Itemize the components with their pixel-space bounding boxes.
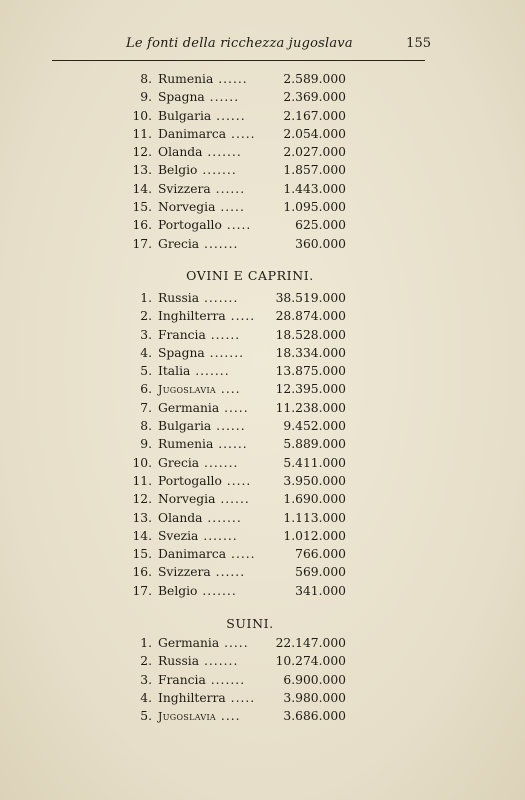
row-value: 5.411.000 [283, 455, 346, 470]
table-row [120, 88, 380, 106]
leader-dots: ....... [198, 528, 238, 543]
country-name: Grecia [158, 455, 200, 470]
row-country [158, 707, 241, 726]
row-rank: 1. [140, 291, 152, 305]
row-country [158, 143, 242, 161]
table-row [120, 707, 380, 725]
country-name: Russia [158, 654, 200, 669]
row-country [158, 435, 248, 453]
country-name: Belgio [158, 583, 198, 598]
leader-dots: ..... [221, 473, 252, 488]
table-row [120, 107, 380, 125]
table-row [120, 399, 380, 417]
row-rank: 13. [132, 510, 152, 525]
table-row [120, 235, 380, 253]
row-value: 1.095.000 [283, 200, 346, 215]
row-country [158, 582, 237, 600]
row-country [158, 671, 245, 689]
page-number: 155 [406, 36, 431, 51]
row-country [158, 326, 240, 344]
country-name: Danimarca [158, 547, 227, 562]
row-value: 10.274.000 [275, 654, 346, 669]
row-country [158, 180, 245, 198]
leader-dots: ..... [215, 200, 245, 215]
leader-dots: ..... [219, 400, 249, 415]
table-row [120, 563, 380, 581]
row-country [158, 527, 238, 545]
row-value: 2.027.000 [283, 145, 346, 160]
row-country [158, 509, 242, 527]
row-rank: 3. [140, 327, 152, 342]
row-rank: 3. [140, 672, 152, 687]
row-rank: 14. [132, 528, 152, 543]
country-name: Belgio [158, 163, 198, 178]
row-value: 1.113.000 [283, 510, 346, 525]
row-value: 3.950.000 [283, 473, 346, 488]
row-rank: 11. [132, 473, 152, 488]
row-country [158, 399, 249, 417]
running-title: Le fonti della ricchezza jugoslava [126, 36, 353, 51]
row-value: 3.980.000 [283, 690, 346, 705]
country-name: Olanda [158, 145, 203, 160]
row-value: 9.452.000 [283, 419, 346, 434]
row-country [158, 198, 245, 216]
row-rank: 2. [140, 309, 152, 324]
country-name: Rumenia [158, 437, 214, 452]
leader-dots: ....... [197, 583, 237, 598]
row-value: 2.589.000 [283, 72, 346, 86]
country-name: Svizzera [158, 181, 211, 196]
table-row [120, 435, 380, 453]
row-rank: 10. [132, 108, 152, 123]
table-row [120, 634, 380, 652]
leader-dots: ...... [213, 437, 248, 452]
row-value: 22.147.000 [275, 636, 346, 650]
leader-dots: ....... [202, 145, 242, 160]
country-name: Svizzera [158, 565, 211, 580]
row-country [158, 545, 256, 563]
row-rank: 2. [140, 654, 152, 669]
row-rank: 17. [132, 236, 152, 251]
country-name: Inghilterra [158, 690, 226, 705]
table-row [120, 362, 380, 380]
country-name: Norvegia [158, 200, 216, 215]
row-rank: 11. [132, 126, 152, 141]
row-country [158, 216, 251, 234]
row-rank: 15. [132, 547, 152, 562]
leader-dots: ....... [205, 672, 246, 687]
country-name: Svezia [158, 528, 199, 543]
row-rank: 15. [132, 200, 152, 215]
row-country [158, 70, 248, 88]
row-country [158, 490, 250, 508]
country-name: Francia [158, 327, 206, 342]
running-head [126, 36, 431, 56]
row-value: 569.000 [295, 565, 346, 580]
row-country [158, 307, 255, 325]
row-value: 2.054.000 [283, 126, 346, 141]
row-value: 18.334.000 [275, 345, 346, 360]
table-row [120, 689, 380, 707]
row-value: 1.857.000 [283, 163, 346, 178]
table-row [120, 180, 380, 198]
row-value: 3.686.000 [283, 709, 346, 724]
country-name: Bulgaria [158, 108, 212, 123]
row-rank: 13. [132, 163, 152, 178]
row-rank: 6. [140, 382, 152, 397]
table-row [120, 307, 380, 325]
table-row [120, 70, 380, 88]
row-rank: 5. [140, 709, 152, 724]
country-name: Inghilterra [158, 309, 226, 324]
leader-dots: ..... [226, 126, 256, 141]
row-rank: 4. [140, 345, 152, 360]
row-value: 13.875.000 [275, 364, 346, 379]
leader-dots: ...... [215, 492, 250, 507]
table-row [120, 161, 380, 179]
table-row [120, 509, 380, 527]
table-continued [120, 70, 380, 253]
table-row [120, 652, 380, 670]
country-name: Bulgaria [158, 419, 212, 434]
leader-dots: ...... [211, 419, 246, 434]
table-row [120, 344, 380, 362]
country-name: Rumenia [158, 72, 214, 86]
leader-dots: ..... [225, 690, 256, 705]
table-row [120, 417, 380, 435]
header-rule [52, 60, 425, 61]
leader-dots: .... [216, 382, 241, 397]
leader-dots: ...... [213, 72, 248, 86]
leader-dots: ...... [205, 327, 241, 342]
row-country [158, 125, 256, 143]
row-country [158, 235, 238, 253]
row-rank: 8. [140, 72, 152, 86]
row-rank: 5. [140, 364, 152, 379]
leader-dots: ...... [204, 90, 240, 105]
row-rank: 14. [132, 181, 152, 196]
row-country [158, 161, 237, 179]
country-name: Olanda [158, 510, 203, 525]
country-name: Portogallo [158, 218, 222, 233]
table-row [120, 289, 380, 307]
row-value: 2.167.000 [283, 108, 346, 123]
leader-dots: ....... [199, 291, 239, 305]
leader-dots: ...... [210, 565, 246, 580]
row-value: 18.528.000 [275, 327, 346, 342]
table-row [120, 125, 380, 143]
table-ovini-caprini [120, 289, 380, 600]
row-value: 11.238.000 [275, 400, 346, 415]
country-name: Spagna [158, 345, 205, 360]
leader-dots: ...... [211, 108, 246, 123]
country-name: Grecia [158, 236, 200, 251]
country-name: Danimarca [158, 126, 227, 141]
country-name: Russia [158, 291, 200, 305]
row-value: 1.690.000 [283, 492, 346, 507]
country-name: Francia [158, 672, 206, 687]
row-country [158, 634, 249, 652]
row-value: 28.874.000 [275, 309, 346, 324]
row-country [158, 88, 239, 106]
leader-dots: ....... [199, 455, 239, 470]
leader-dots: ....... [199, 236, 239, 251]
leader-dots: ..... [221, 218, 252, 233]
country-name: Portogallo [158, 473, 222, 488]
row-value: 2.369.000 [283, 90, 346, 105]
table-row [120, 380, 380, 398]
country-name: Germania [158, 400, 220, 415]
row-value: 6.900.000 [283, 672, 346, 687]
table-row [120, 198, 380, 216]
row-rank: 9. [140, 90, 152, 105]
row-value: 625.000 [295, 218, 346, 233]
table-row [120, 490, 380, 508]
row-value: 341.000 [295, 583, 346, 598]
row-country [158, 380, 241, 399]
country-name: Jugoslavia [158, 710, 216, 724]
country-name: Jugoslavia [158, 383, 216, 397]
row-rank: 9. [140, 437, 152, 452]
row-country [158, 454, 238, 472]
row-rank: 10. [132, 455, 152, 470]
row-country [158, 689, 255, 707]
row-rank: 8. [140, 419, 152, 434]
row-country [158, 417, 246, 435]
row-rank: 17. [132, 583, 152, 598]
row-rank: 1. [140, 636, 152, 650]
table-row [120, 582, 380, 600]
row-rank: 16. [132, 218, 152, 233]
table-row [120, 527, 380, 545]
leader-dots: ..... [225, 309, 256, 324]
row-rank: 12. [132, 492, 152, 507]
table-row [120, 326, 380, 344]
row-value: 766.000 [295, 547, 346, 562]
country-name: Norvegia [158, 492, 216, 507]
leader-dots: ..... [219, 636, 249, 650]
row-value: 1.443.000 [283, 181, 346, 196]
row-country [158, 289, 238, 307]
leader-dots: ....... [202, 510, 242, 525]
row-value: 1.012.000 [283, 528, 346, 543]
leader-dots: ....... [204, 345, 245, 360]
section-title-ovini-caprini: OVINI E CAPRINI. [186, 268, 314, 283]
row-value: 5.889.000 [283, 437, 346, 452]
table-row [120, 143, 380, 161]
row-rank: 7. [140, 400, 152, 415]
leader-dots: ....... [190, 364, 230, 379]
country-name: Italia [158, 364, 191, 379]
row-country [158, 652, 238, 670]
table-row [120, 671, 380, 689]
country-name: Germania [158, 636, 220, 650]
row-country [158, 362, 230, 380]
row-rank: 4. [140, 690, 152, 705]
row-country [158, 472, 251, 490]
row-value: 12.395.000 [275, 382, 346, 397]
country-name: Spagna [158, 90, 205, 105]
leader-dots: ....... [199, 654, 239, 669]
table-row [120, 472, 380, 490]
row-value: 360.000 [295, 236, 346, 251]
leader-dots: .... [216, 709, 241, 724]
row-value: 38.519.000 [275, 291, 346, 305]
leader-dots: ....... [197, 163, 237, 178]
table-row [120, 454, 380, 472]
leader-dots: ..... [226, 547, 256, 562]
table-row [120, 216, 380, 234]
table-suini [120, 634, 380, 725]
row-rank: 12. [132, 145, 152, 160]
leader-dots: ...... [210, 181, 246, 196]
section-title-suini: SUINI. [226, 616, 274, 631]
row-country [158, 107, 246, 125]
row-country [158, 344, 244, 362]
table-row [120, 545, 380, 563]
row-rank: 16. [132, 565, 152, 580]
row-country [158, 563, 245, 581]
